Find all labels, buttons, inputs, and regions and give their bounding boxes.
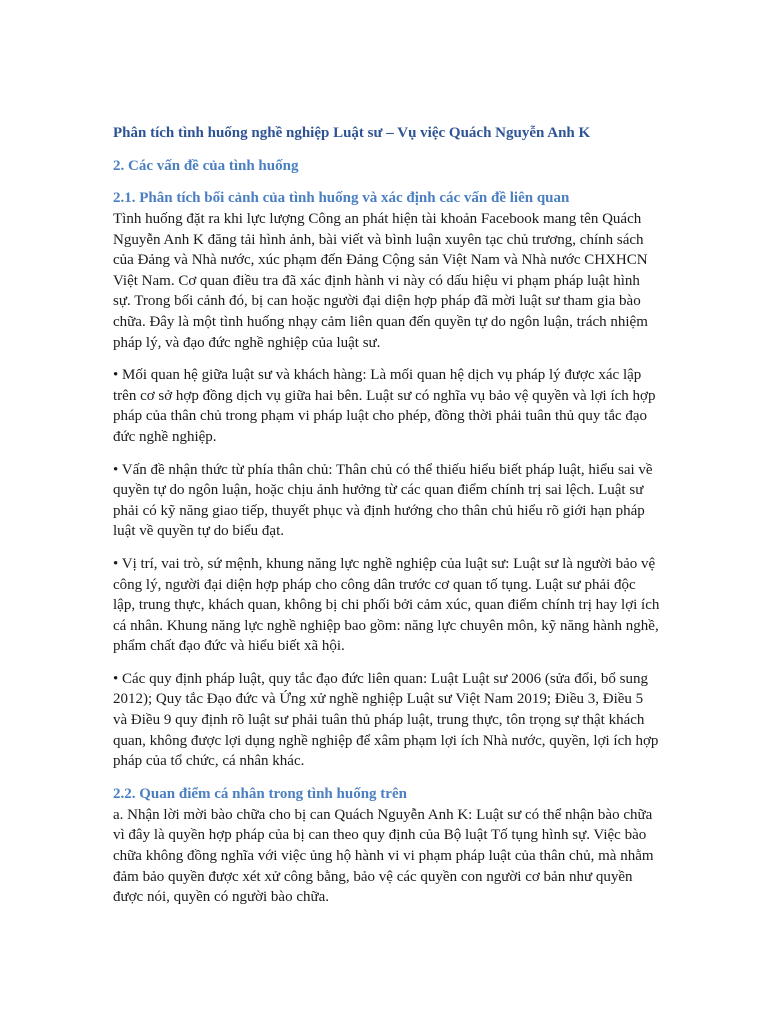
bullet-client-awareness: • Vấn đề nhận thức từ phía thân chủ: Thân chủ có thể thiếu hiểu biết pháp luật, hiểu sai về quyền tự do ngôn luận, hoặc chịu ảnh hưởng từ các quan điểm chính trị sai lệch. Luật sư phải có kỹ năng giao tiếp, thuyết phục và định hướng cho thân chủ hiểu rõ giới hạn pháp luật về quyền tự do biểu đạt.: [113, 461, 653, 540]
section-heading-2-1: 2.1. Phân tích bối cảnh của tình huống và xác định các vấn đề liên quan: [113, 190, 570, 206]
bullet-legal-regulations: • Các quy định pháp luật, quy tắc đạo đức liên quan: Luật Luật sư 2006 (sửa đổi, bổ sung 2012); Quy tắc Đạo đức và Ứng xử nghề nghiệp Luật sư Việt Nam 2019; Điều 3, Điều 5 và Điều 9 quy định rõ luật sư phải tuân thủ pháp luật, trung thực, tôn trọng sự thật khách quan, không được lợi dụng nghề nghiệp để xâm phạm lợi ích Nhà nước, quyền, lợi ích hợp pháp của tổ chức, cá nhân khác.: [113, 670, 659, 770]
document-title: Phân tích tình huống nghề nghiệp Luật sư – Vụ việc Quách Nguyễn Anh K: [113, 125, 591, 141]
paragraph-accept-defense: a. Nhận lời mời bào chữa cho bị can Quách Nguyễn Anh K: Luật sư có thể nhận bào chữa vì đây là quyền hợp pháp của bị can theo quy định của Bộ luật Tố tụng hình sự. Việc bào chữa không đồng nghĩa với việc ủng hộ hành vi vi phạm pháp luật của thân chủ, mà nhằm đảm bảo quyền được xét xử công bằng, bảo vệ các quyền con người cơ bản như quyền được nói, quyền có người bào chữa.: [113, 806, 654, 906]
bullet-client-relationship: • Mối quan hệ giữa luật sư và khách hàng: Là mối quan hệ dịch vụ pháp lý được xác lập trên cơ sở hợp đồng dịch vụ giữa hai bên. Luật sư có nghĩa vụ bảo vệ quyền và lợi ích hợp pháp của thân chủ trong phạm vi pháp luật cho phép, đồng thời phải tuân thủ quy tắc đạo đức nghề nghiệp.: [113, 367, 656, 445]
section-heading-2-2: 2.2. Quan điểm cá nhân trong tình huống trên: [113, 785, 407, 802]
document-page: [113, 122, 661, 920]
paragraph-context: Tình huống đặt ra khi lực lượng Công an phát hiện tài khoản Facebook mang tên Quách Nguyễn Anh K đăng tải hình ảnh, bài viết và bình luận xuyên tạc chủ trương, chính sách của Đảng và Nhà nước, xúc phạm đến Đảng Cộng sản Việt Nam và Nhà nước CHXHCN Việt Nam. Cơ quan điều tra đã xác định hành vi này có dấu hiệu vi phạm pháp luật hình sự. Trong bối cảnh đó, bị can hoặc người đại diện hợp pháp đã mời luật sư tham gia bào chữa. Đây là một tình huống nhạy cảm liên quan đến quyền tự do ngôn luận, trách nhiệm pháp lý, và đạo đức nghề nghiệp của luật sư.: [113, 211, 648, 351]
bullet-lawyer-role: • Vị trí, vai trò, sứ mệnh, khung năng lực nghề nghiệp của luật sư: Luật sư là người bảo vệ công lý, người đại diện hợp pháp cho công dân trước cơ quan tố tụng. Luật sư phải độc lập, trung thực, khách quan, không bị chi phối bởi cảm xúc, quan điểm chính trị hay lợi ích cá nhân. Khung năng lực nghề nghiệp bao gồm: năng lực chuyên môn, kỹ năng hành nghề, phẩm chất đạo đức và hiểu biết xã hội.: [113, 555, 660, 655]
section-heading-2: 2. Các vấn đề của tình huống: [113, 158, 299, 174]
